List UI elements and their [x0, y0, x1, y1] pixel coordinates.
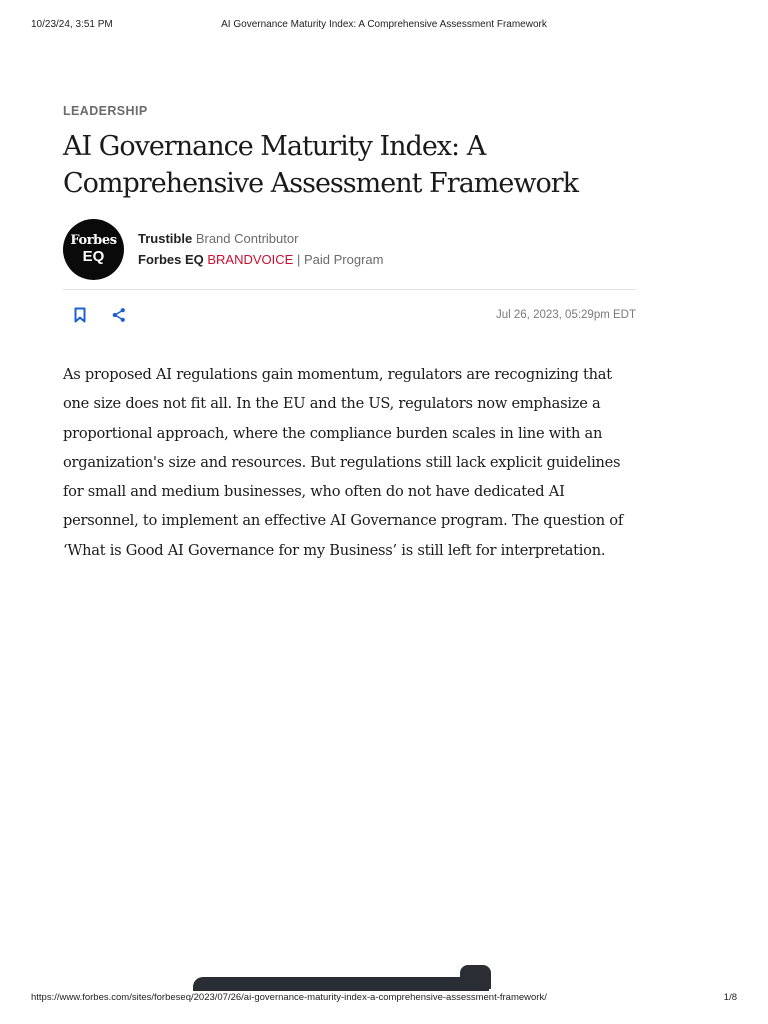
bookmark-button[interactable]	[66, 301, 94, 329]
article-headline: AI Governance Maturity Index: A Comprehensive Assessment Framework	[63, 131, 579, 199]
print-datetime: 10/23/24, 3:51 PM	[31, 19, 113, 30]
bookmark-icon	[73, 307, 87, 323]
print-url: https://www.forbes.com/sites/forbeseq/2023/07/26/ai-governance-maturity-index-a-comprehensive-assessment-framework/	[31, 992, 547, 1003]
channel-label[interactable]: LEADERSHIP	[63, 104, 148, 118]
print-header	[31, 19, 737, 33]
author-line	[138, 228, 383, 249]
share-icon	[111, 307, 127, 323]
print-title: AI Governance Maturity Index: A Comprehensive Assessment Framework	[221, 19, 547, 30]
brandvoice-label[interactable]: BRANDVOICE	[207, 252, 294, 267]
avatar-brand-line1: Forbes	[70, 232, 117, 248]
avatar-brand-line2: EQ	[82, 247, 105, 265]
byline-text	[138, 228, 383, 270]
publisher-name[interactable]: Forbes EQ	[138, 252, 204, 267]
article-toolbar	[63, 290, 636, 342]
article	[63, 104, 636, 565]
paid-program-label: Paid Program	[303, 252, 384, 267]
article-paragraph: As proposed AI regulations gain momentum, regulators are recognizing that one size does not fit all. In the EU and the US, regulators now emphasize a proportional approach, where the compliance burden scales in line with an organization's size and resources. But regulations still lack explicit guidelines for small and medium businesses, who often do not have dedicated AI personnel, to implement an effective AI Governance program. The question of ‘What is Good AI Governance for my Business’ is still left for interpretation.	[63, 366, 623, 559]
byline-separator: |	[296, 252, 301, 267]
avatar[interactable]	[63, 219, 124, 280]
page-number: 1/8	[723, 992, 737, 1003]
floating-toolbar[interactable]	[193, 977, 489, 991]
share-button[interactable]	[105, 301, 133, 329]
print-footer	[31, 992, 737, 1006]
publish-timestamp: Jul 26, 2023, 05:29pm EDT	[496, 309, 636, 321]
floating-toolbar-handle[interactable]	[460, 965, 491, 989]
author-name[interactable]: Trustible	[138, 231, 193, 246]
author-role: Brand Contributor	[195, 231, 299, 246]
publisher-line	[138, 249, 383, 270]
byline	[63, 217, 636, 281]
